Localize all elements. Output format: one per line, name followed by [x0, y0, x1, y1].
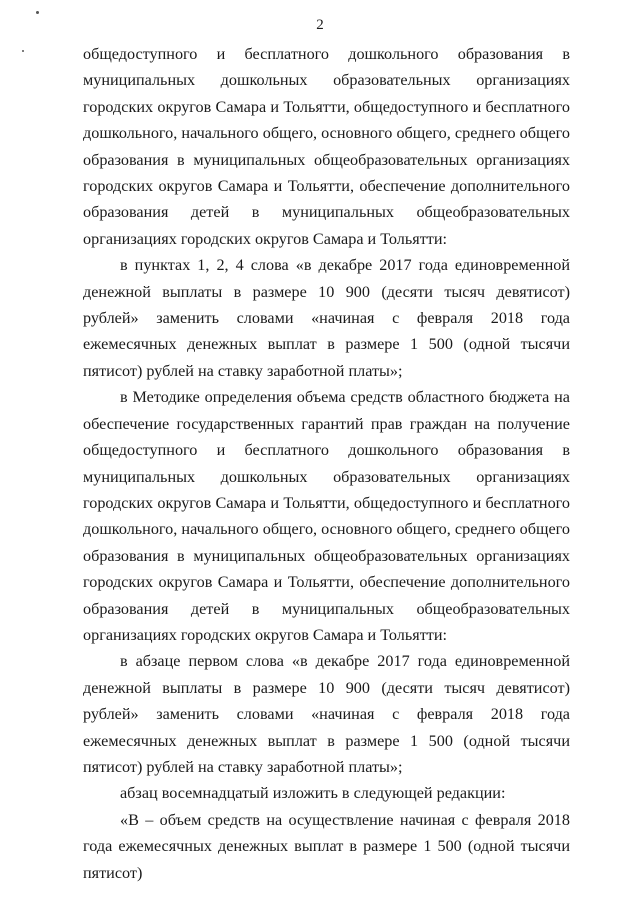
page-number: 2: [316, 17, 324, 33]
scan-speck: [22, 50, 24, 52]
paragraph-eighteenth-abzac: абзац восемнадцатый изложить в следующей редакции:: [120, 784, 506, 803]
document-body: [83, 41, 570, 886]
paragraph-new-wording: «В – объем средств на осуществление начиная с февраля 2018 года ежемесячных денежных выплат в размере 1 500 (одной тысячи пятисот): [83, 810, 570, 882]
paragraph-continuation: общедоступного и бесплатного дошкольного образования в муниципальных дошкольных образовательных организациях городских округов Самара и Тольятти, общедоступного и бесплатного дошкольного, начального общего, основного общего, среднего общего образования в муниципальных общеобразовательных организациях городских округов Самара и Тольятти, обеспечение дополнительного образования детей в муниципальных общеобразовательных организациях городских округов Самара и Тольятти:: [83, 45, 570, 248]
paragraph-points-amendment: в пунктах 1, 2, 4 слова «в декабре 2017 года единовременной денежной выплаты в размере 10 900 (десяти тысяч девятисот) рублей» заменить словами «начиная с февраля 2018 года ежемесячных денежных выплат в размере 1 500 (одной тысячи пятисот) рублей на ставку заработной платы»;: [83, 256, 570, 380]
paragraph-first-abzac-amendment: в абзаце первом слова «в декабре 2017 года единовременной денежной выплаты в размере 10 900 (десяти тысяч девятисот) рублей» заменить словами «начиная с февраля 2018 года ежемесячных денежных выплат в размере 1 500 (одной тысячи пятисот) рублей на ставку заработной платы»;: [83, 652, 570, 776]
paragraph-methodology: в Методике определения объема средств областного бюджета на обеспечение государственных гарантий прав граждан на получение общедоступного и бесплатного дошкольного образования в муниципальных дошкольных образовательных организациях городских округов Самара и Тольятти, общедоступного и бесплатного дошкольного, начального общего, основного общего, среднего общего образования в муниципальных общеобразовательных организациях городских округов Самара и Тольятти, обеспечение дополнительного образования детей в муниципальных общеобразовательных организациях городских округов Самара и Тольятти:: [83, 388, 570, 644]
scan-speck: [36, 11, 39, 14]
